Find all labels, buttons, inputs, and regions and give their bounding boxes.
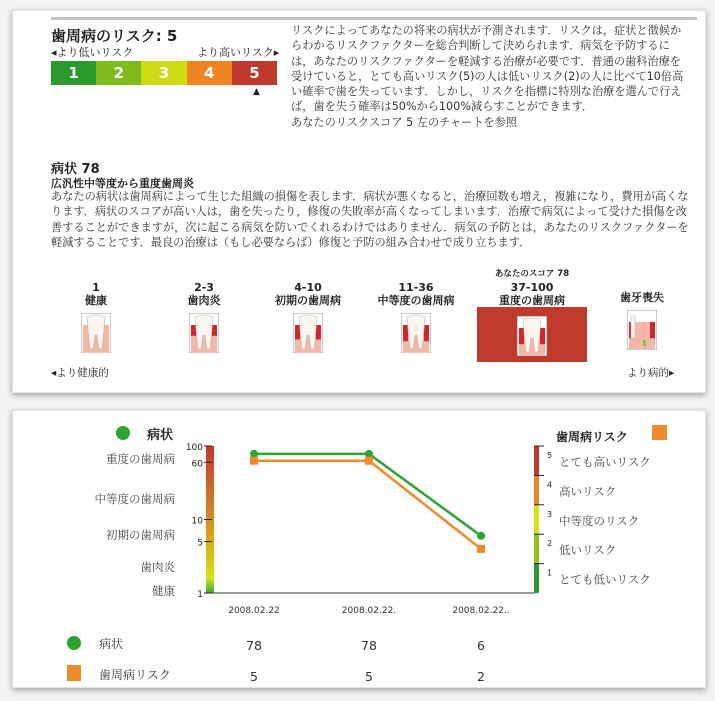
x-tick-label: 2008.02.22..	[452, 606, 510, 616]
right-axis-band-3	[534, 505, 539, 534]
healthier-label: ◂より健康的	[51, 367, 109, 379]
left-tick-label: 100	[185, 443, 203, 453]
tooth-illustration-icon	[189, 313, 219, 353]
your-score-label: あなたのスコア 78	[494, 269, 570, 279]
stage-0	[41, 281, 151, 353]
left-axis-title: 病状	[147, 428, 174, 443]
stage-name: 歯肉炎	[187, 294, 221, 307]
stage-image	[587, 310, 697, 350]
stage-name: 歯牙喪失	[620, 291, 664, 304]
stage-5	[587, 291, 697, 350]
x-tick-label: 2008.02.22.	[341, 606, 397, 616]
risk-point	[250, 457, 258, 465]
tooth-illustration-icon	[627, 310, 657, 350]
right-level-label: とても低いリスク	[559, 572, 651, 587]
table-value: 5	[365, 669, 373, 684]
left-category-label: 初期の歯周病	[106, 528, 175, 542]
right-tick-label: 5	[547, 451, 553, 460]
stage-name: 初期の歯周病	[275, 294, 341, 307]
stage-range: 11-36	[398, 281, 434, 294]
risk-level-2: 2	[96, 61, 141, 85]
risk-description	[291, 23, 691, 130]
right-tick-label: 3	[547, 509, 553, 519]
left-category-label: 歯肉炎	[140, 560, 175, 574]
condition-description: あなたの病状は歯周病によって生じた組織の損傷を表します．病状が悪くなると，治療回数も増え，複雑になり，費用が高くなります．病状のスコアが高い人は，歯を失ったり，修復の失敗率が高くなってしまいます．治療で病気によって受けた損傷を改善することができますが，次に起こる病気を防いでくれるわけではありません．病気の予防とは，あなたのリスクファクターを軽減することです．最良の治療は（もし必要ならば）修復と予防の組み合わせで成り立ちます．	[51, 190, 689, 249]
stage-name: 健康	[85, 294, 107, 307]
condition-point	[477, 532, 485, 540]
table-series-name: 病状	[99, 637, 124, 651]
condition-subtitle: 広汎性中等度から重度歯周炎	[51, 177, 194, 190]
risk-level-5: 5	[232, 61, 277, 85]
risk-point	[365, 457, 373, 465]
sicker-text: より病的	[627, 367, 669, 379]
table-value: 6	[477, 638, 485, 653]
risk-point	[477, 545, 485, 553]
right-tick-label: 2	[547, 539, 553, 549]
condition-legend-icon	[116, 426, 130, 440]
risk-title: 歯周病のリスク: 5	[51, 27, 178, 45]
risk-scale-bar	[51, 61, 277, 85]
lower-risk-text: より低いリスク	[56, 46, 134, 59]
lower-risk-label: ◂より低いリスク	[51, 46, 134, 59]
stage-name: 中等度の歯周病	[377, 294, 455, 307]
right-axis-band-4	[534, 475, 539, 504]
stage-3	[361, 281, 471, 353]
table-value: 78	[246, 638, 262, 653]
left-tick-label: 1	[197, 590, 203, 600]
table-value: 2	[477, 669, 485, 684]
x-tick-label: 2008.02.22	[228, 606, 280, 616]
stage-image	[477, 307, 587, 362]
stage-range: 2-3	[194, 281, 214, 294]
stage-name: 重度の歯周病	[499, 294, 565, 307]
divider	[51, 17, 697, 20]
right-axis-title: 歯周病リスク	[556, 430, 628, 444]
tooth-illustration-icon	[401, 313, 431, 353]
tooth-illustration-icon	[517, 316, 547, 356]
healthier-text: より健康的	[56, 367, 109, 379]
left-tick-label: 60	[191, 459, 203, 470]
right-tick-label: 1	[547, 568, 553, 578]
stage-4	[477, 281, 587, 362]
series-line-1	[254, 461, 481, 549]
risk-condition-panel	[12, 10, 706, 393]
sicker-label: より病的▸	[627, 367, 675, 379]
history-chart	[13, 411, 707, 689]
higher-risk-text: より高いリスク	[197, 46, 274, 59]
stage-range: 4-10	[294, 281, 322, 294]
risk-level-1: 1	[51, 61, 96, 85]
risk-legend-icon	[652, 425, 667, 440]
condition-title: 病状 78	[51, 162, 100, 177]
stage-range: 1	[92, 281, 100, 294]
table-value: 5	[250, 669, 258, 684]
right-level-label: 中等度のリスク	[559, 513, 640, 528]
right-tick-label: 4	[547, 480, 553, 490]
table-value: 78	[361, 638, 377, 653]
stage-image	[149, 313, 259, 353]
stage-1	[149, 281, 259, 353]
table-series-name: 歯周病リスク	[99, 668, 171, 682]
stage-range: 37-100	[510, 281, 554, 294]
history-chart-panel	[12, 410, 706, 688]
left-category-label: 重度の歯周病	[106, 452, 175, 466]
risk-score-note: あなたのリスクスコア 5 左のチャートを参照	[291, 115, 518, 129]
risk-level-4: 4	[187, 61, 232, 85]
left-tick-label: 10	[191, 516, 203, 527]
stage-2	[253, 281, 363, 353]
risk-level-3: 3	[141, 61, 186, 85]
stage-image	[253, 313, 363, 353]
right-axis-band-1	[534, 564, 539, 593]
stage-image	[41, 313, 151, 353]
tooth-illustration-icon	[293, 313, 323, 353]
left-tick-label: 5	[197, 538, 203, 549]
right-level-label: とても高いリスク	[559, 455, 651, 469]
right-level-label: 高いリスク	[559, 484, 617, 499]
right-axis-band-5	[534, 446, 539, 475]
current-risk-marker-icon: ▲	[253, 87, 260, 97]
right-axis-band-2	[534, 534, 539, 563]
table-condition-icon	[67, 636, 81, 650]
tooth-illustration-icon	[81, 313, 111, 353]
left-category-label: 中等度の歯周病	[94, 492, 175, 506]
right-level-label: 低いリスク	[559, 543, 617, 558]
stage-image	[361, 313, 471, 353]
risk-description-text: リスクによってあなたの将来の病状が予測されます．リスクは，症状と徴候からわかるリスクファクターを総合判断して決められます．病気を予防するには，あなたのリスクファクターを軽減する治療が必要です．普通の歯科治療を受けていると，とても高いリスク(5)の人は低いリスク(2)の人に比べて10倍高い確率で歯を失っています．しかし，リスクを指標に特別な治療を選んで行えば，歯を失う確率は50%から100%減らすことができます．	[291, 24, 684, 114]
higher-risk-label: より高いリスク▸	[197, 46, 280, 59]
left-category-label: 健康	[152, 584, 175, 598]
table-risk-icon	[67, 665, 81, 681]
